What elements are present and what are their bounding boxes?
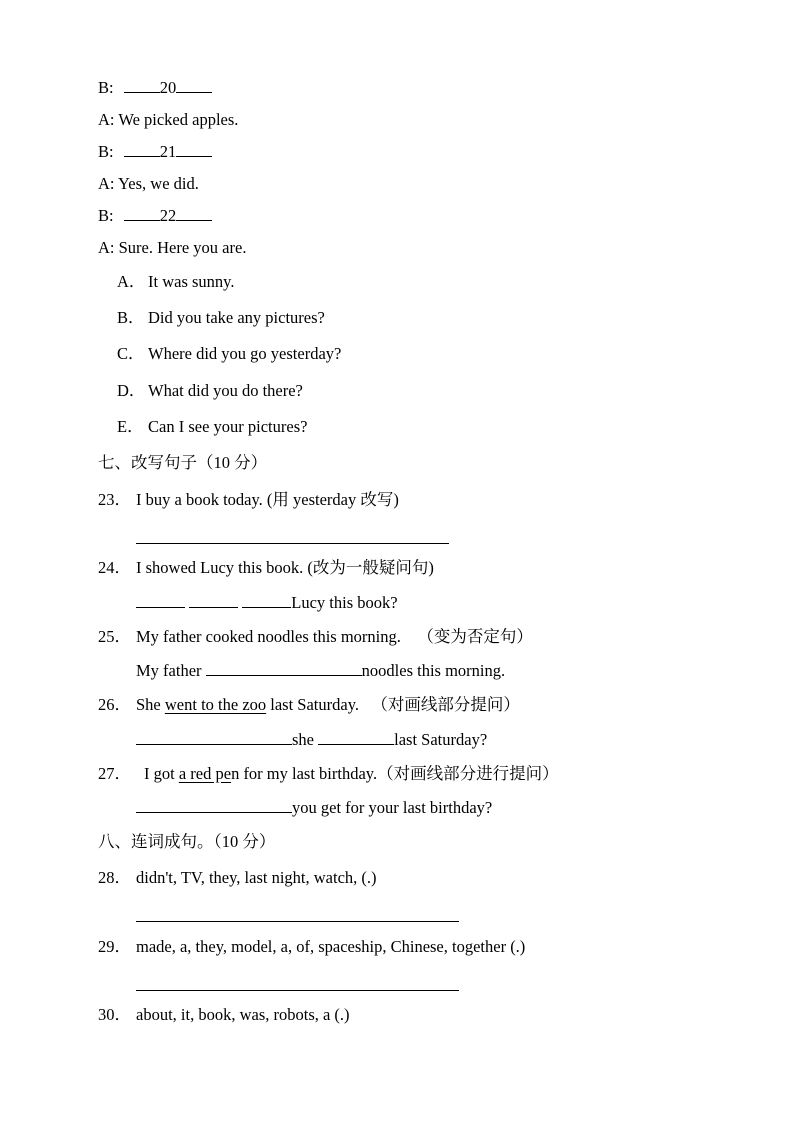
dialogue-line-b22 (98, 205, 212, 227)
question-text: made, a, they, model, a, of, spaceship, Chinese, together (.) (136, 937, 526, 956)
question-text: n (231, 764, 240, 783)
answer-line-25 (136, 660, 505, 682)
answer-line-26 (136, 729, 487, 751)
question-number: 26． (98, 695, 131, 714)
instruction: （对画线部分进行提问） (377, 764, 559, 783)
option-c (117, 343, 341, 365)
dialogue-line-b20 (98, 77, 212, 99)
speaker-label: A: (98, 238, 115, 257)
question-number: 25． (98, 627, 131, 646)
answer-tail: Lucy this book? (291, 593, 398, 612)
answer-blank (206, 660, 284, 676)
question-number: 30． (98, 1005, 131, 1024)
dialogue-line-b21 (98, 141, 212, 163)
answer-blank (214, 729, 292, 745)
option-text: Where did you go yesterday? (148, 344, 342, 363)
answer-mid: she (292, 730, 314, 749)
answer-tail: you get for your last birthday? (292, 798, 493, 817)
option-text: What did you do there? (148, 381, 303, 400)
blank-number: 20 (159, 78, 177, 97)
underlined-phrase: went to the zoo (164, 695, 267, 714)
dialogue-line-a3 (98, 237, 246, 259)
option-letter: E． (117, 417, 144, 436)
answer-blank (124, 205, 160, 221)
question-25 (98, 626, 533, 648)
question-number: 28． (98, 868, 131, 887)
speaker-label: A: (98, 174, 115, 193)
dialogue-line-a2 (98, 173, 199, 195)
option-letter: C． (117, 344, 145, 363)
question-text: I showed Lucy this book. (改为一般疑问句) (136, 558, 434, 577)
answer-blank (136, 592, 185, 608)
answer-line-27 (136, 797, 492, 819)
option-letter: B． (117, 308, 145, 327)
blank-number: 21 (159, 142, 177, 161)
answer-blank (176, 141, 212, 157)
question-24 (98, 557, 434, 579)
question-text: I got (144, 764, 179, 783)
option-a (117, 271, 234, 293)
question-text: My father cooked noodles this morning. (136, 627, 401, 646)
section-title: 八、连词成句。（10 分） (98, 832, 276, 851)
question-text: about, it, book, was, robots, a (.) (136, 1005, 350, 1024)
answer-head: My father (136, 661, 202, 680)
question-30 (98, 1004, 350, 1026)
answer-blank (136, 729, 214, 745)
answer-blank (214, 797, 292, 813)
question-text: last Saturday. (266, 695, 360, 714)
question-text: She (136, 695, 165, 714)
blank-number: 22 (159, 206, 177, 225)
dialogue-text: Yes, we did. (118, 174, 199, 193)
question-number: 29． (98, 937, 131, 956)
section-title: 七、改写句子（10 分） (98, 453, 268, 472)
answer-blank (242, 592, 291, 608)
dialogue-line-a1 (98, 109, 238, 131)
speaker-label: B: (98, 142, 114, 161)
instruction: （对画线部分提问） (371, 695, 520, 714)
answer-tail: last Saturday? (394, 730, 488, 749)
answer-blank (136, 797, 214, 813)
answer-line (136, 543, 449, 544)
question-number: 24． (98, 558, 131, 577)
dialogue-text: We picked apples. (118, 110, 239, 129)
answer-blank (176, 77, 212, 93)
dialogue-text: Sure. Here you are. (118, 238, 247, 257)
option-letter: A． (117, 272, 146, 291)
question-28 (98, 867, 377, 889)
speaker-label: A: (98, 110, 115, 129)
question-29 (98, 936, 525, 958)
answer-blank (318, 729, 394, 745)
answer-blank (124, 141, 160, 157)
question-26 (98, 694, 520, 716)
question-27 (98, 763, 559, 785)
option-text: Did you take any pictures? (148, 308, 325, 327)
option-d (117, 380, 303, 402)
answer-blank (284, 660, 362, 676)
option-b (117, 307, 325, 329)
question-text: didn't, TV, they, last night, watch, (.) (136, 868, 377, 887)
question-23 (98, 489, 399, 511)
option-letter: D． (117, 381, 146, 400)
speaker-label: B: (98, 206, 114, 225)
speaker-label: B: (98, 78, 114, 97)
answer-blank (189, 592, 238, 608)
question-text: for my last birthday. (239, 764, 378, 783)
answer-blank (176, 205, 212, 221)
answer-tail: noodles this morning. (361, 661, 506, 680)
answer-line (136, 990, 459, 991)
option-text: It was sunny. (148, 272, 235, 291)
instruction: （变为否定句） (417, 627, 533, 646)
option-e (117, 416, 307, 438)
question-number: 23． (98, 490, 131, 509)
question-text: I buy a book today. (用 yesterday 改写) (136, 490, 399, 509)
answer-blank (124, 77, 160, 93)
option-text: Can I see your pictures? (148, 417, 308, 436)
question-number: 27． (98, 764, 131, 783)
answer-line-24 (136, 592, 398, 614)
underlined-phrase: a red pe (178, 764, 232, 783)
answer-line (136, 921, 459, 922)
